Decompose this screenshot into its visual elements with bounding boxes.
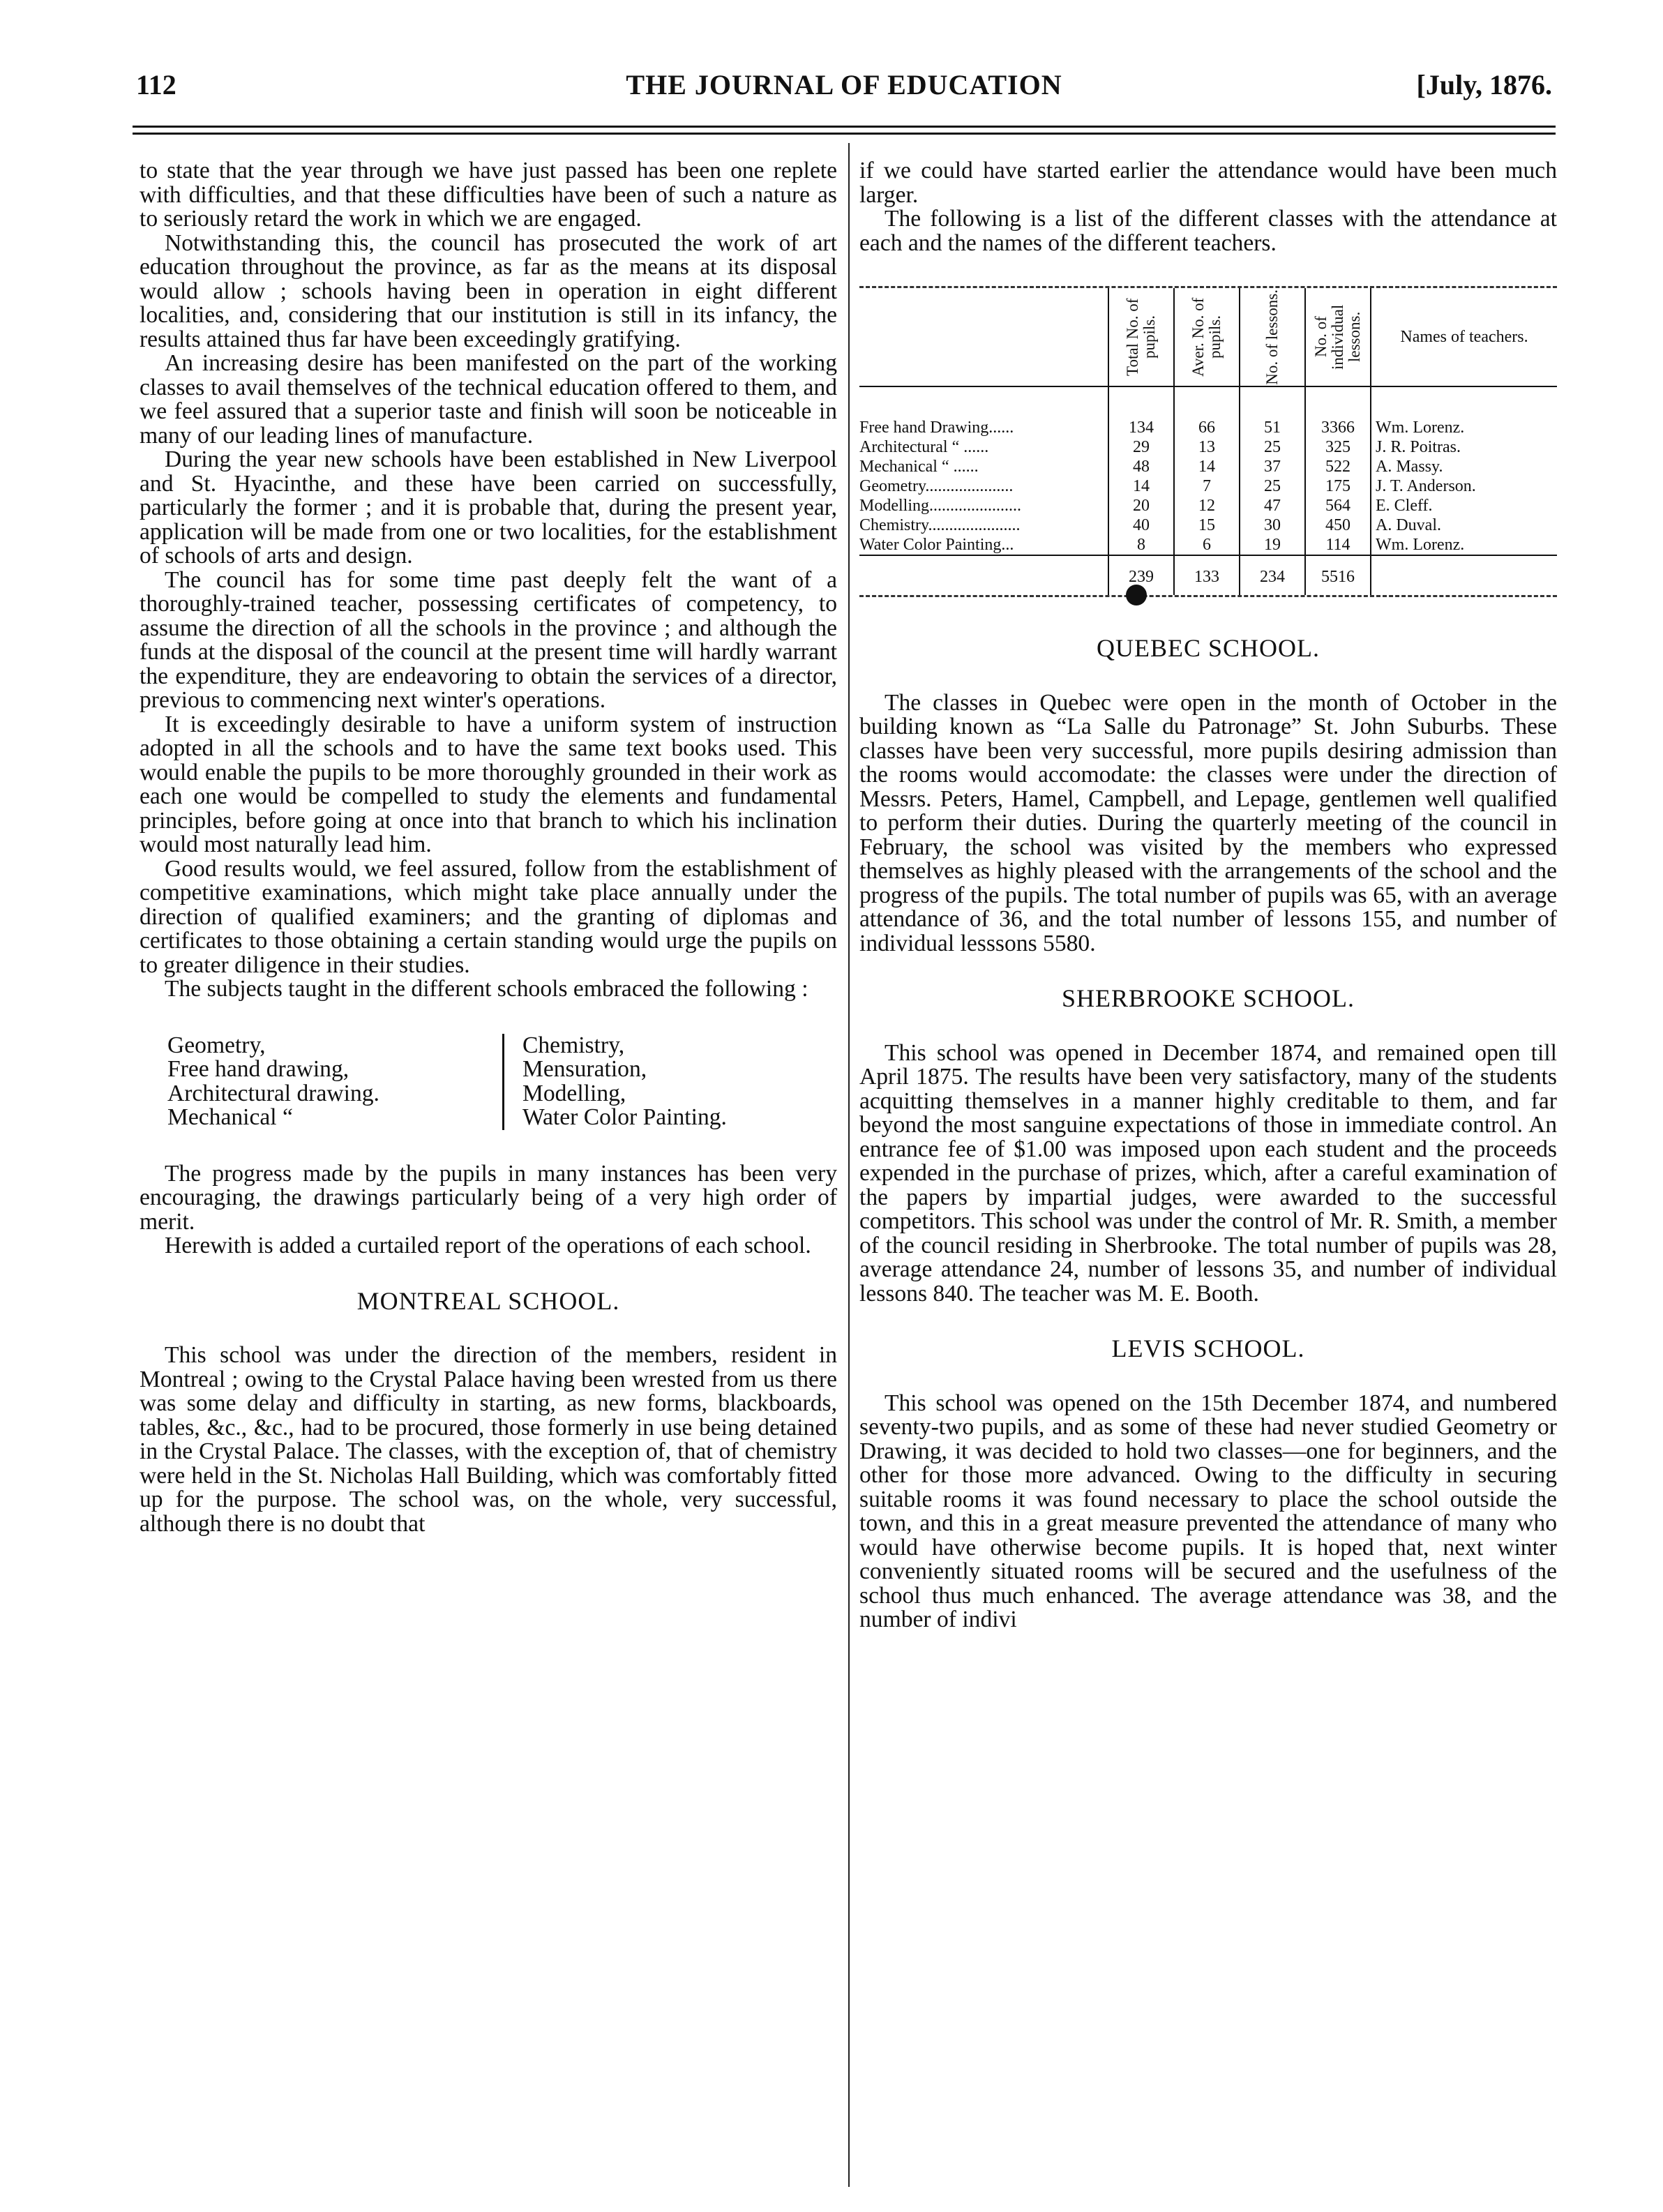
table-row: Mechanical “ ...... 48 14 37 522 A. Massy. xyxy=(859,457,1557,476)
page-header xyxy=(136,68,1552,107)
journal-title: THE JOURNAL OF EDUCATION xyxy=(626,69,1062,100)
table-row: Geometry..................... 14 7 25 175 J. T. Anderson. xyxy=(859,476,1557,496)
issue-date: [July, 1876. xyxy=(1416,69,1552,100)
quebec-heading: QUEBEC SCHOOL. xyxy=(1096,634,1320,662)
table-header-row xyxy=(859,288,1557,386)
column-divider xyxy=(848,143,850,2187)
ornament-dot xyxy=(1126,585,1147,605)
header-total-pupils: Total No. of pupils. xyxy=(1108,288,1174,386)
right-column xyxy=(859,159,1557,1632)
subjects-right xyxy=(502,1034,727,1130)
paragraph: An increasing desire has been manifested on the part of the working classes to avail themselves of the technical education offered to them, and we feel assured that a superior taste and finish will soon be noticeable in many of our leading lines of manufacture. xyxy=(140,350,837,449)
table-row: Free hand Drawing...... 134 66 51 3366 Wm. Lorenz. xyxy=(859,386,1557,437)
paragraph: if we could have started earlier the attendance would have been much larger. xyxy=(859,158,1557,208)
header-lessons: No. of lessons. xyxy=(1240,288,1305,386)
header-average-pupils: Aver. No. of pupils. xyxy=(1174,288,1240,386)
paragraph: Good results would, we feel assured, follow from the establishment of competitive examinations, which might take place annually under the direction of qualified examiners; and the granting of diplomas and certificates to those obtaining a certain standing would urge the pupils on to greater diligence in their studies. xyxy=(140,855,837,978)
quebec-paragraph: The classes in Quebec were open in the month of October in the building known as “La Salle du Patronage” St. John Suburbs. These classes have been very successful, more pupils desiring admission than the rooms would accomodate: the classes were under the direction of Messrs. Peters, Hamel, Campbell, and Lepage, gentlemen well qualified to perform their duties. During the quarterly meeting of the council in February, the school was visited by the members who expressed themselves as highly pleased with the arrangements of the school and the progress of the pupils. The total number of pupils was 65, with an average attendance of 36, and the total number of lessons 155, and number of individual lesssons 5580. xyxy=(859,689,1557,956)
table-totals-row: 239 133 234 5516 xyxy=(859,555,1557,595)
table-header-blank xyxy=(859,288,1108,386)
page-number: 112 xyxy=(136,69,176,100)
subjects-list xyxy=(167,1034,837,1130)
paragraph: The progress made by the pupils in many instances has been very encouraging, the drawings particularly being of a very high order of merit. xyxy=(140,1160,837,1235)
levis-paragraph: This school was opened on the 15th December 1874, and numbered seventy-two pupils, and as some of these had never studied Geometry or Drawing, it was decided to hold two classes—one for beginners, and the other for those more advanced. Owing to the difficulty in securing suitable rooms it was found necessary to place the school outside the town, and this in a great measure prevented the attendance of many who would have otherwise become pupils. It is hoped that, next winter conveniently situated rooms will be secured and the usefulness of the school thus much enhanced. The average attendance was 38, and the number of indivi xyxy=(859,1390,1557,1632)
subject-item: Modelling, xyxy=(522,1080,626,1106)
subjects-left xyxy=(167,1034,502,1130)
attendance-table xyxy=(859,288,1557,595)
paragraph: It is exceedingly desirable to have a uniform system of instruction adopted in all the schools and to have the same text books used. This would enable the pupils to be more thoroughly grounded in their work as each one would be compelled to study the elements and fundamental principles, before going at once into that branch to which his inclination would most naturally lead him. xyxy=(140,711,837,857)
paragraph: The following is a list of the different classes with the attendance at each and the names of the different teachers. xyxy=(859,206,1557,256)
table-row: Chemistry...................... 40 15 30 450 A. Duval. xyxy=(859,516,1557,535)
subject-item: Mensuration, xyxy=(522,1056,647,1082)
header-rule-top xyxy=(133,126,1556,128)
montreal-paragraph: This school was under the direction of the members, resident in Montreal ; owing to the Crystal Palace having been wrested from us there was some delay and difficulty in starting, as new forms, blackboards, tables, &c., &c., had to be procured, those formerly in use being detained in the Crystal Palace. The classes, with the exception of, that of chemistry were held in the St. Nicholas Hall Building, which was comfortably fitted up for the purpose. The school was, on the whole, very successful, although there is no doubt that xyxy=(140,1342,837,1537)
paragraph: The subjects taught in the different schools embraced the following : xyxy=(165,976,808,1002)
levis-heading: LEVIS SCHOOL. xyxy=(1111,1334,1305,1362)
left-column xyxy=(140,159,837,1536)
header-individual-lessons: No. of individual lessons. xyxy=(1305,288,1371,386)
subject-item: Chemistry, xyxy=(522,1032,625,1058)
table-row: Architectural “ ...... 29 13 25 325 J. R. Poitras. xyxy=(859,437,1557,457)
subject-item: Geometry, xyxy=(167,1032,266,1058)
table-row: Modelling...................... 20 12 47 564 E. Cleff. xyxy=(859,496,1557,516)
header-teachers: Names of teachers. xyxy=(1371,288,1557,386)
header-rule-bottom xyxy=(133,133,1556,135)
subject-item: Architectural drawing. xyxy=(167,1080,379,1106)
paragraph: During the year new schools have been established in New Liverpool and St. Hyacinthe, and these have been carried on successfully, particularly the former ; and it is probable that, during the present year, application will be made from one or two localities, for the establishment of schools of arts and design. xyxy=(140,446,837,569)
table-dashed-rule-bottom xyxy=(859,595,1557,597)
sherbrooke-heading: SHERBROOKE SCHOOL. xyxy=(1061,984,1355,1012)
montreal-heading: MONTREAL SCHOOL. xyxy=(356,1286,620,1315)
subject-item: Water Color Painting. xyxy=(522,1104,727,1130)
sherbrooke-paragraph: This school was opened in December 1874, and remained open till April 1875. The results have been very satisfactory, many of the students acquitting themselves in a manner highly creditable to them, and far beyond the most sanguine expectations of those in immediate control. An entrance fee of $1.00 was imposed upon each student and the proceeds expended in the purchase of prizes, which, after a careful examination of the papers by impartial judges, were awarded to the successful competitors. This school was under the control of Mr. R. Smith, a member of the council residing in Sherbrooke. The total number of pupils was 28, average attendance 24, number of lessons 35, and number of individual lessons 840. The teacher was M. E. Booth. xyxy=(859,1039,1557,1307)
paragraph: to state that the year through we have just passed has been one replete with difficulties, and that these difficulties have been of such a nature as to seriously retard the work in which we are engaged. xyxy=(140,158,837,232)
paragraph: Herewith is added a curtailed report of the operations of each school. xyxy=(165,1233,811,1258)
subject-item: Free hand drawing, xyxy=(167,1056,349,1082)
paragraph: The council has for some time past deeply felt the want of a thoroughly-trained teacher, possessing certificates of competency, to assume the direction of all the schools in the province ; and although the funds at the disposal of the council at the present time will hardly warrant the expenditure, they are endeavoring to obtain the services of a director, previous to commencing next winter's operations. xyxy=(140,566,837,713)
table-row: Water Color Painting... 8 6 19 114 Wm. Lorenz. xyxy=(859,535,1557,555)
subject-item: Mechanical “ xyxy=(167,1104,293,1130)
paragraph: Notwithstanding this, the council has prosecuted the work of art education throughout the province, as far as the means at its disposal would allow ; schools having been in operation in eight different localities, and, considering that our institution is still in its infancy, the results attained thus far have been exceedingly gratifying. xyxy=(140,230,837,352)
